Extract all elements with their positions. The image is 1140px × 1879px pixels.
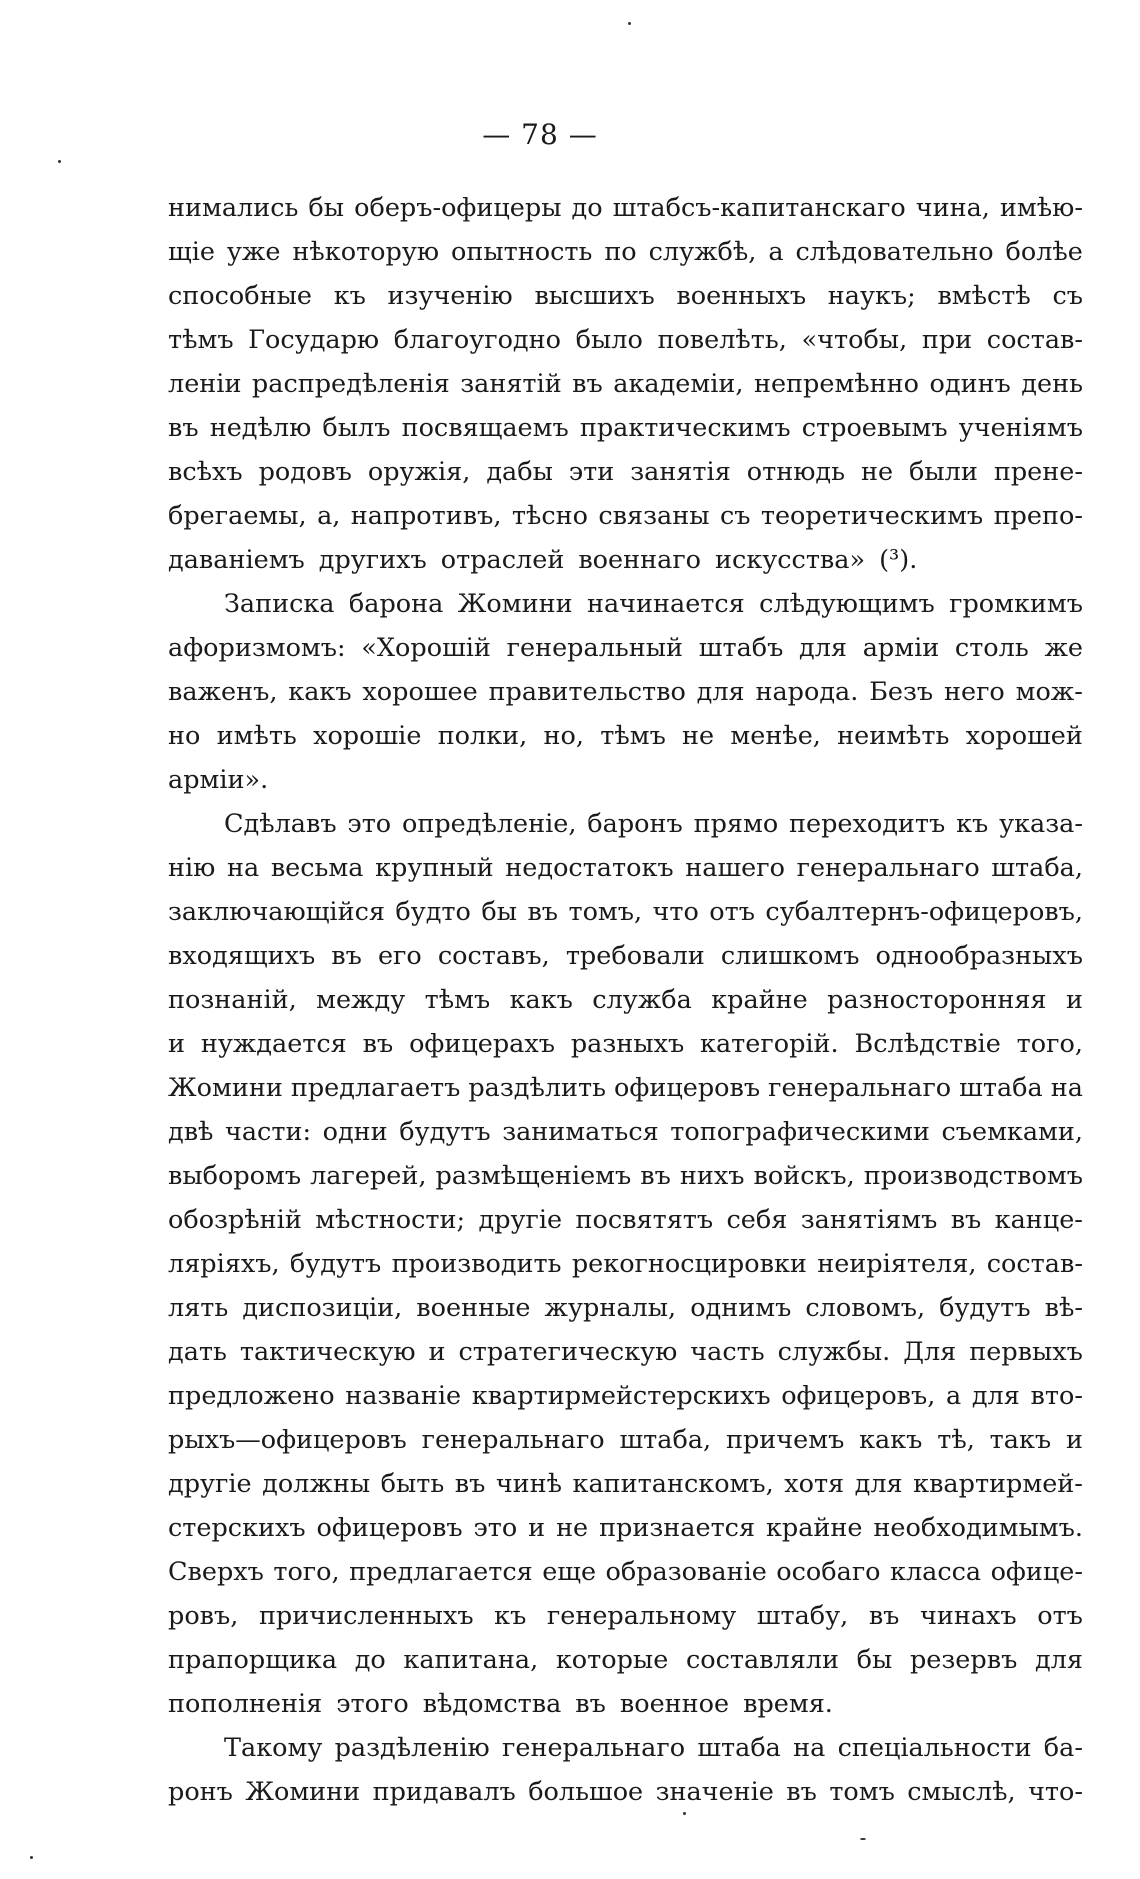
text-line: Такому раздѣленію генеральнаго штаба на спеціальности ба- [224, 1733, 1083, 1763]
scan-speck [58, 160, 61, 163]
text-line: познаній, между тѣмъ какъ служба крайне разносторонняя и [168, 985, 1083, 1015]
text-line: Жомини предлагаетъ раздѣлить офицеровъ генеральнаго штаба на [168, 1073, 1083, 1103]
body-text [168, 186, 1083, 1814]
text-line: всѣхъ родовъ оружія, дабы эти занятія отнюдь не были прене- [168, 457, 1083, 487]
text-line: двѣ части: одни будутъ заниматься топографическими съемками, [168, 1117, 1083, 1147]
text-line: въ недѣлю былъ посвящаемъ практическимъ строевымъ ученіямъ [168, 413, 1083, 443]
text-line: входящихъ въ его составъ, требовали слишкомъ однообразныхъ [168, 941, 1083, 971]
text-line: леніи распредѣленія занятій въ академіи, непремѣнно одинъ день [168, 369, 1083, 399]
text-line: но имѣть хорошіе полки, но, тѣмъ не менѣе, неимѣть хорошей [168, 721, 1083, 751]
text-line: заключающійся будто бы въ томъ, что отъ субалтернъ-офицеровъ, [168, 897, 1083, 927]
text-line: ронъ Жомини придавалъ большое значеніе въ томъ смыслѣ, что- [168, 1777, 1083, 1807]
text-line: нимались бы оберъ-офицеры до штабсъ-капитанскаго чина, имѣю- [168, 193, 1083, 223]
text-line: другіе должны быть въ чинѣ капитанскомъ, хотя для квартирмей- [168, 1469, 1083, 1499]
page-number: — 78 — [482, 118, 598, 151]
text-line: обозрѣній мѣстности; другіе посвятятъ себя занятіямъ въ канце- [168, 1205, 1083, 1235]
text-line: прапорщика до капитана, которые составляли бы резервъ для [168, 1645, 1083, 1675]
text-line: нію на весьма крупный недостатокъ нашего генеральнаго штаба, [168, 853, 1083, 883]
text-line: способные къ изученію высшихъ военныхъ наукъ; вмѣстѣ съ [168, 281, 1083, 311]
scan-speck [860, 1838, 866, 1840]
text-line: предложено названіе квартирмейстерскихъ офицеровъ, а для вто- [168, 1381, 1083, 1411]
text-line: и нуждается въ офицерахъ разныхъ категорій. Вслѣдствіе того, [168, 1029, 1083, 1059]
text-line: щіе уже нѣкоторую опытность по службѣ, а слѣдовательно болѣе [168, 237, 1083, 267]
text-line: Сверхъ того, предлагается еще образованіе особаго класса офице- [168, 1557, 1083, 1587]
text-line: стерскихъ офицеровъ это и не признается крайне необходимымъ. [168, 1513, 1083, 1543]
text-line: брегаемы, а, напротивъ, тѣсно связаны съ теоретическимъ препо- [168, 501, 1083, 531]
text-line: тѣмъ Государю благоугодно было повелѣть, «чтобы, при состав- [168, 325, 1083, 355]
text-line: Записка барона Жомини начинается слѣдующимъ громкимъ [224, 589, 1083, 619]
text-line: ровъ, причисленныхъ къ генеральному штабу, въ чинахъ отъ [168, 1601, 1083, 1631]
text-line: даваніемъ другихъ отраслей военнаго искусства» (³). [168, 545, 918, 575]
text-line: лять диспозиціи, военные журналы, однимъ словомъ, будутъ вѣ- [168, 1293, 1083, 1323]
scan-speck [30, 1856, 33, 1859]
text-line: Сдѣлавъ это опредѣленіе, баронъ прямо переходитъ къ указа- [224, 809, 1083, 839]
scan-speck [628, 22, 631, 25]
text-line: арміи». [168, 765, 269, 795]
text-line: рыхъ—офицеровъ генеральнаго штаба, причемъ какъ тѣ, такъ и [168, 1425, 1083, 1455]
text-line: важенъ, какъ хорошее правительство для народа. Безъ него мож- [168, 677, 1083, 707]
text-line: афоризмомъ: «Хорошій генеральный штабъ для арміи столь же [168, 633, 1083, 663]
scan-speck [683, 1812, 686, 1815]
text-line: ляріяхъ, будутъ производить рекогносцировки неиріятеля, состав- [168, 1249, 1083, 1279]
text-line: пополненія этого вѣдомства въ военное время. [168, 1689, 833, 1719]
text-line: дать тактическую и стратегическую часть службы. Для первыхъ [168, 1337, 1083, 1367]
text-line: выборомъ лагерей, размѣщеніемъ въ нихъ войскъ, производствомъ [168, 1161, 1083, 1191]
